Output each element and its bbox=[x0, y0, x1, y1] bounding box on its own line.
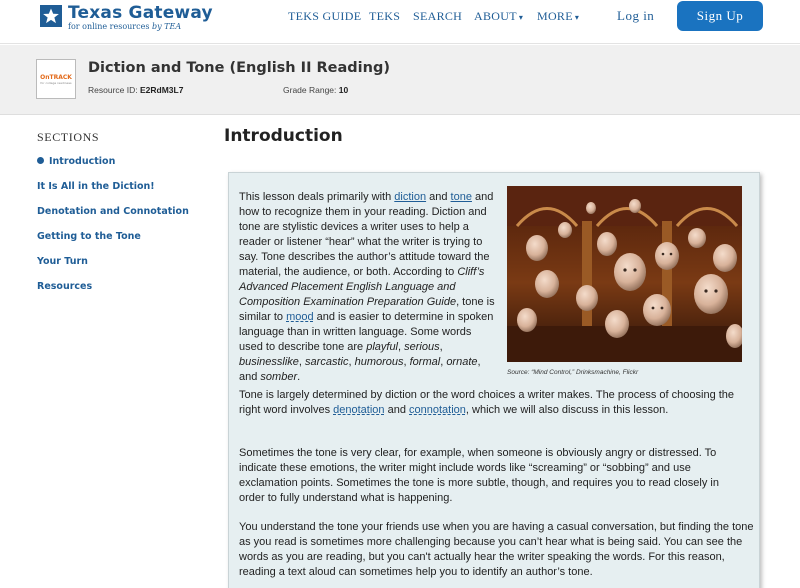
resource-title: Diction and Tone (English II Reading) bbox=[88, 60, 390, 76]
link-diction[interactable]: diction bbox=[394, 191, 427, 203]
caret-down-icon: ▾ bbox=[574, 13, 580, 22]
link-denotation[interactable]: denotation bbox=[333, 404, 385, 416]
sidebar-item-getting-to-tone[interactable]: Getting to the Tone bbox=[37, 231, 141, 242]
ontrack-logo: OnTRACK bbox=[40, 73, 72, 81]
content-panel bbox=[228, 172, 760, 588]
link-mood[interactable]: mood bbox=[286, 311, 314, 323]
login-link[interactable]: Log in bbox=[617, 8, 655, 23]
sidebar-item-diction[interactable]: It Is All in the Diction! bbox=[37, 181, 155, 192]
nav-more[interactable]: MORE ▾ bbox=[537, 9, 580, 23]
top-navigation bbox=[0, 0, 800, 44]
nav-about[interactable]: ABOUT ▾ bbox=[474, 9, 524, 23]
caret-down-icon: ▾ bbox=[518, 13, 524, 22]
link-connotation[interactable]: connotation bbox=[409, 404, 466, 416]
signup-button[interactable]: Sign Up bbox=[677, 1, 763, 31]
paragraph-reading-tone: You understand the tone your friends use when you are having a casual conversation, but finding the tone as you read is sometimes more challenging because you can’t hear what is being said. You can see the words as you are reading, but you can't actually hear the writer speaking the words. For this reason, reading a text aloud can sometimes help you to identify an author’s tone. bbox=[239, 521, 754, 578]
paragraph-diction: Tone is largely determined by diction or the word choices a writer makes. The process of choosing the right word involves denotation and connotation, which we will also discuss in this lesson. bbox=[239, 389, 735, 416]
texas-gateway-logo[interactable] bbox=[40, 4, 213, 32]
sidebar-item-resources[interactable]: Resources bbox=[37, 281, 93, 292]
logo-subtitle: for online resources by TEA bbox=[68, 22, 182, 31]
nav-teks[interactable]: TEKS bbox=[369, 9, 401, 23]
paragraph-clear-tone: Sometimes the tone is very clear, for example, when someone is obviously angry or distressed. To indicate these emotions, the writer might include words like “screaming” or “sobbing” and use exclamation points. Sometimes the tone is more subtle, though, and requires you to read closely in order to fully understand what is happening. bbox=[239, 447, 719, 504]
nav-search[interactable]: SEARCH bbox=[413, 9, 463, 23]
resource-header bbox=[0, 45, 800, 115]
page-title: Introduction bbox=[224, 126, 343, 146]
mind-control-photo bbox=[507, 186, 742, 362]
nav-teks-guide[interactable]: TEKS GUIDE bbox=[288, 9, 362, 23]
sidebar-item-introduction[interactable]: Introduction bbox=[37, 156, 115, 167]
paragraph-intro: This lesson deals primarily with diction and tone and how to recognize them in your reading. Diction and tone are stylistic devices a writer uses to help a reader or listener “hear” what the writer is trying to say. Tone describes the author’s attitude toward the material, the audience, or both. According to Cliff’s Advanced Placement English Language and Composition Examination Preparation Guide, tone is similar to mood and is easier to determine in spoken language than in written language. Some words used to describe tone are playful, serious, businesslike, sarcastic, humorous, formal, ornate, and somber. bbox=[239, 191, 495, 383]
logo-title: Texas Gateway bbox=[68, 3, 213, 23]
resource-id: Resource ID: E2RdM3L7 bbox=[88, 85, 184, 95]
sections-heading: SECTIONS bbox=[37, 130, 100, 144]
resource-thumbnail bbox=[36, 59, 76, 99]
ontrack-logo-subtitle: for college readiness bbox=[40, 80, 72, 85]
active-dot-icon bbox=[37, 157, 44, 164]
sidebar-item-your-turn[interactable]: Your Turn bbox=[37, 256, 88, 267]
image-caption: Source: “Mind Control,” Drinksmachine, Flickr bbox=[507, 369, 639, 376]
mind-control-image bbox=[507, 186, 742, 362]
star-icon bbox=[40, 5, 62, 27]
grade-range: Grade Range: 10 bbox=[283, 85, 349, 95]
sidebar-item-denotation-connotation[interactable]: Denotation and Connotation bbox=[37, 206, 189, 217]
link-tone[interactable]: tone bbox=[450, 191, 472, 203]
